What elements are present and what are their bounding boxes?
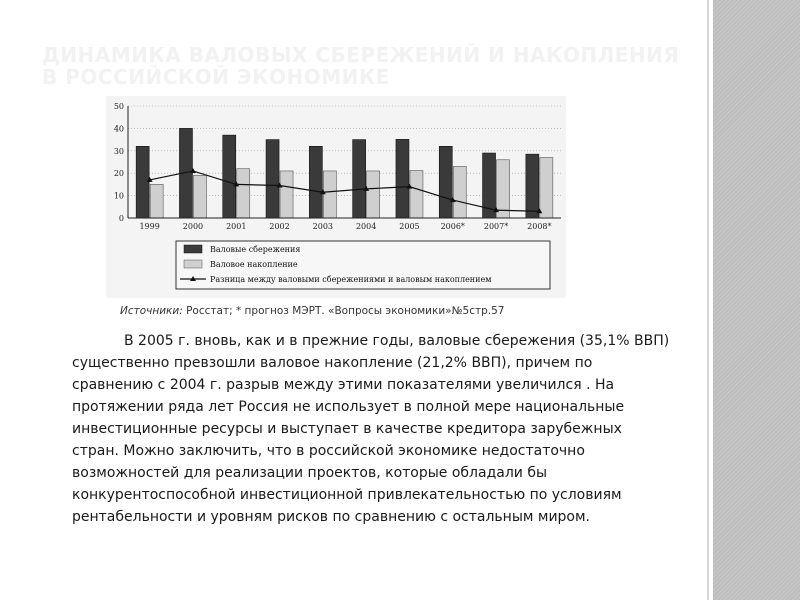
bar-savings (223, 135, 236, 218)
x-tick-label: 2000 (182, 222, 204, 231)
bar-savings (526, 154, 539, 218)
legend-swatch-savings (184, 245, 202, 253)
x-tick-label: 2003 (312, 222, 334, 231)
source-note (120, 305, 600, 317)
bar-accumulation (193, 175, 206, 218)
x-tick-label: 2008* (527, 222, 552, 231)
bar-accumulation (367, 171, 380, 218)
legend-label-savings: Валовые сбережения (210, 245, 301, 254)
x-tick-label: 2002 (269, 222, 290, 231)
bar-accumulation (453, 166, 466, 218)
bar-accumulation (410, 171, 423, 218)
body-paragraph: В 2005 г. вновь, как и в прежние годы, валовые сбережения (35,1% ВВП) существенно превзошли валовое накопление (21,2% ВВП), причем по сравнению с 2004 г. разрыв между этими показателями увеличился . На протяжении ряда лет Россия не использует в полной мере национальные инвестиционные ресурсы и выступает в качестве кредитора зарубежных стран. Можно заключить, что в российской экономике недостаточно возможностей для реализации проектов, которые обладали бы конкурентоспособной инвестиционной привлекательностью по условиям рентабельности и уровням рисков по сравнению с остальным миром. (72, 333, 670, 525)
bar-accumulation (540, 158, 553, 218)
x-tick-label: 2006* (440, 222, 465, 231)
y-tick-label: 30 (113, 146, 124, 156)
decorative-side-panel (713, 0, 800, 600)
y-tick-label: 0 (118, 214, 124, 223)
bar-accumulation (280, 171, 293, 218)
savings-chart (106, 96, 566, 298)
x-tick-label: 2001 (226, 222, 247, 231)
y-tick-label: 50 (113, 102, 124, 111)
legend-label-difference: Разница между валовыми сбережениями и валовым накоплением (210, 275, 492, 284)
x-tick-label: 1999 (139, 222, 160, 231)
chart-container (106, 96, 566, 298)
x-tick-label: 2004 (355, 222, 377, 231)
bar-savings (439, 146, 452, 218)
bar-savings (353, 140, 366, 218)
legend-swatch-accumulation (184, 260, 202, 268)
bar-savings (309, 146, 322, 218)
side-divider (707, 0, 709, 600)
x-tick-label: 2005 (399, 222, 420, 231)
chart-legend (176, 241, 550, 289)
chart-grid (128, 106, 561, 196)
slide-title: ДИНАМИКА ВАЛОВЫХ СБЕРЕЖЕНИЙ И НАКОПЛЕНИЯ В РОССИЙСКОЙ ЭКОНОМИКЕ (42, 43, 680, 89)
bar-savings (266, 140, 279, 218)
y-tick-label: 10 (113, 191, 124, 201)
bar-accumulation (237, 169, 250, 218)
difference-line (150, 171, 540, 211)
y-tick-label: 20 (113, 169, 124, 179)
source-text: Росстат; * прогноз МЭРТ. «Вопросы экономики»№5стр.57 (182, 305, 505, 317)
bar-accumulation (497, 160, 510, 218)
legend-label-accumulation: Валовое накопление (210, 260, 298, 269)
bar-savings (396, 139, 409, 218)
y-tick-label: 40 (113, 124, 124, 134)
x-tick-label: 2007* (483, 222, 509, 231)
bar-savings (136, 146, 149, 218)
bar-accumulation (323, 171, 336, 218)
source-label: Источники: (120, 305, 183, 317)
bar-accumulation (150, 184, 163, 218)
